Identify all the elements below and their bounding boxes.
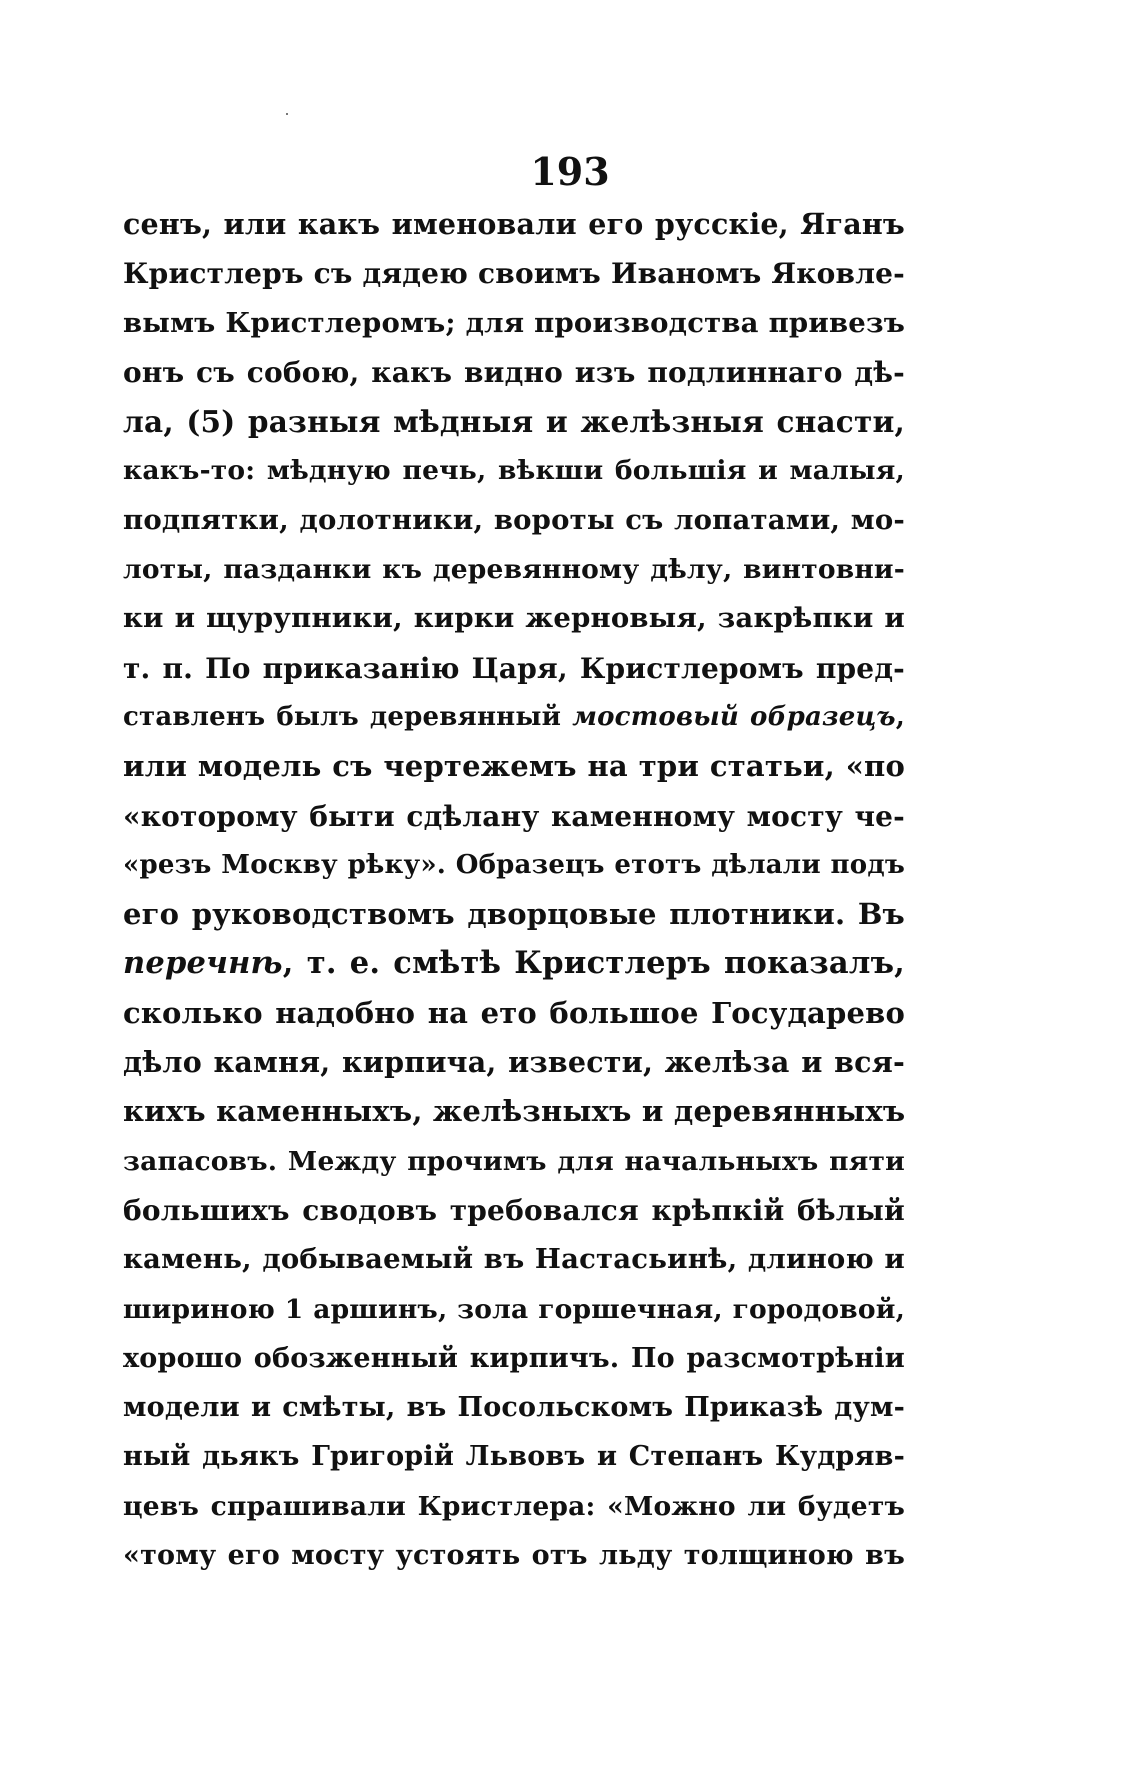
line-text: «тому его мосту устоять отъ льду толщиною въ <box>123 1540 905 1572</box>
line-text: ный дьякъ Григорій Львовъ и Степанъ Кудряв- <box>123 1441 905 1473</box>
page-number: 193 <box>530 149 610 194</box>
line-text: сколько надобно на ето большое Государево <box>123 995 905 1030</box>
line-text: шириною 1 аршинъ, зола горшечная, городовой, <box>123 1293 905 1325</box>
line-text: ставленъ былъ деревянный <box>123 701 573 732</box>
line-text: сенъ, или какъ именовали его русскіе, Яганъ <box>123 207 905 241</box>
line-text: т. п. По приказанію Царя, Кристлеромъ пред- <box>123 651 905 685</box>
text-line <box>123 594 905 643</box>
line-text: дѣло камня, кирпича, извести, желѣза и вся- <box>123 1045 905 1080</box>
text-line <box>123 1285 905 1334</box>
line-text: Кристлеръ съ дядею своимъ Иваномъ Яковле- <box>123 257 905 291</box>
text-line <box>123 496 905 545</box>
text-line <box>123 1482 905 1531</box>
text-line <box>123 1186 905 1235</box>
text-line <box>123 397 905 446</box>
line-text: ки и щурупники, кирки жерновыя, закрѣпки и <box>123 602 905 635</box>
italic-text: мостовый образецъ <box>572 701 896 732</box>
line-text: «резъ Москву рѣку». Образецъ етотъ дѣлали подъ <box>123 849 905 880</box>
text-line <box>123 841 905 890</box>
text-line <box>123 299 905 348</box>
text-line <box>123 1531 905 1580</box>
line-text: модели и смѣты, въ Посольскомъ Приказѣ дум- <box>123 1392 905 1424</box>
text-line <box>123 890 905 939</box>
line-text: вымъ Кристлеромъ; для производства привезъ <box>123 306 905 339</box>
text-line <box>123 1087 905 1136</box>
line-text: подпятки, долотники, вороты съ лопатами, мо- <box>123 503 905 536</box>
text-line <box>123 792 905 841</box>
text-line <box>123 939 905 988</box>
line-text: какъ-то: мѣдную печь, вѣкши большія и малыя, <box>123 455 905 487</box>
line-text: «которому быти сдѣлану каменному мосту че- <box>123 799 905 833</box>
line-text: онъ съ собою, какъ видно изъ подлиннаго дѣ- <box>123 355 905 389</box>
text-line <box>123 644 905 693</box>
text-line <box>123 742 905 791</box>
line-text: , т. е. смѣтѣ Кристлеръ показалъ, <box>282 945 905 982</box>
text-line <box>123 1235 905 1284</box>
text-line <box>123 446 905 495</box>
line-text: , <box>895 701 905 732</box>
text-line <box>123 249 905 298</box>
text-line <box>123 1334 905 1383</box>
line-text: его руководствомъ дворцовые плотники. Въ <box>123 897 905 932</box>
text-line <box>123 545 905 594</box>
text-line <box>123 200 905 249</box>
text-line <box>123 1383 905 1432</box>
text-line <box>123 989 905 1038</box>
print-speck <box>286 113 288 115</box>
line-text: или модель съ чертежемъ на три статьи, «по <box>123 749 905 784</box>
line-text: кихъ каменныхъ, желѣзныхъ и деревянныхъ <box>123 1094 905 1129</box>
line-text: ла, (5) разныя мѣдныя и желѣзныя снасти, <box>123 404 905 440</box>
text-line <box>123 1137 905 1186</box>
italic-text: перечнѣ <box>123 945 283 982</box>
text-line <box>123 1432 905 1481</box>
text-line <box>123 1038 905 1087</box>
line-text: хорошо обозженный кирпичъ. По разсмотрѣніи <box>123 1342 905 1374</box>
line-text: большихъ сводовъ требовался крѣпкій бѣлый <box>123 1193 905 1227</box>
text-line <box>123 348 905 397</box>
line-text: лоты, пазданки къ деревянному дѣлу, винтовни- <box>123 554 905 586</box>
line-text: запасовъ. Между прочимъ для начальныхъ пяти <box>123 1145 905 1177</box>
body-text <box>123 200 905 1580</box>
text-line <box>123 693 905 742</box>
line-text: цевъ спрашивали Кристлера: «Можно ли будетъ <box>123 1490 905 1522</box>
line-text: камень, добываемый въ Настасьинѣ, длиною и <box>123 1243 905 1276</box>
